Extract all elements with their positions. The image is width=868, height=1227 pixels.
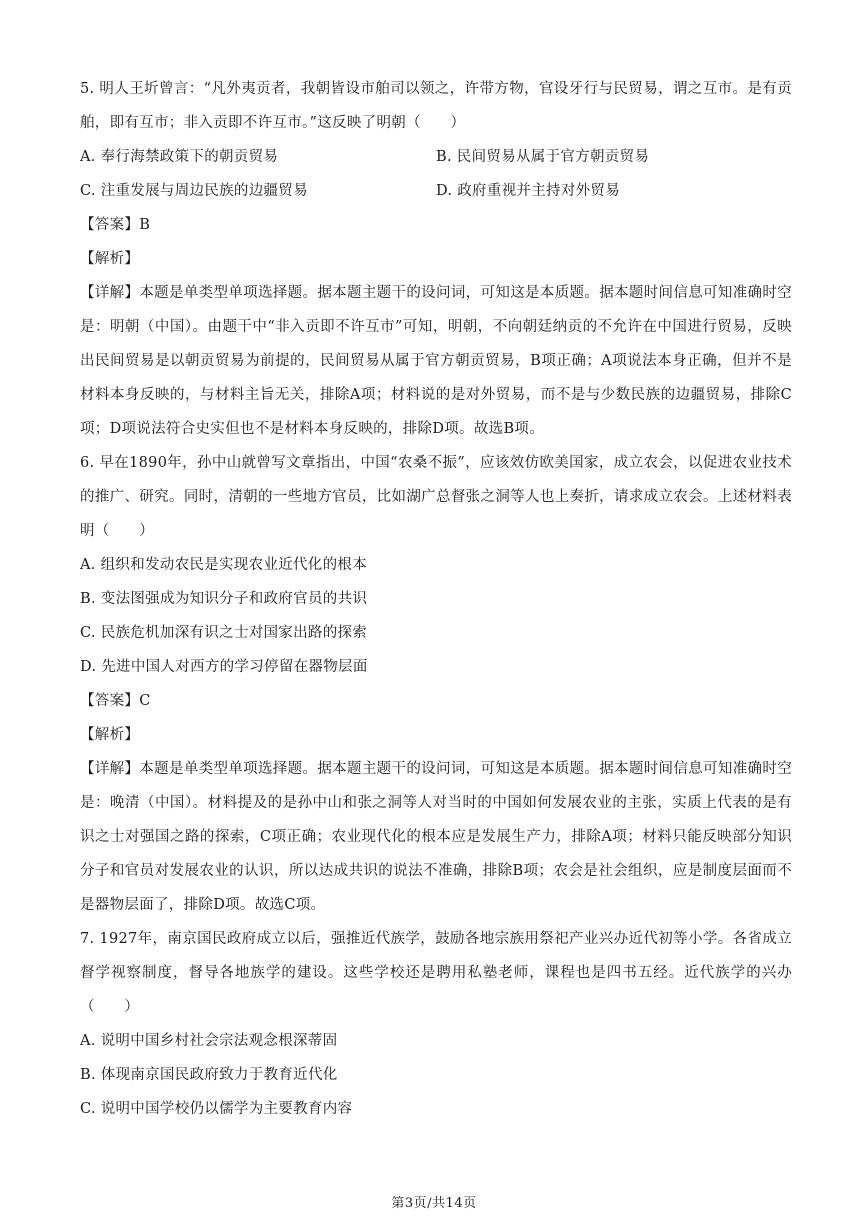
q7-option-b: B. 体现南京国民政府致力于教育近代化 xyxy=(80,1067,338,1083)
q6-option-a: A. 组织和发动农民是实现农业近代化的根本 xyxy=(80,557,367,573)
q5-options-row-2 xyxy=(80,174,792,208)
q5-option-c: C. 注重发展与周边民族的边疆贸易 xyxy=(80,183,308,199)
q5-detail xyxy=(80,276,792,446)
q5-option-d: D. 政府重视并主持对外贸易 xyxy=(436,183,621,199)
q5-analysis-tag: 【解析】 xyxy=(80,251,140,267)
q5-option-a: A. 奉行海禁政策下的朝贡贸易 xyxy=(80,149,279,165)
q5-stem: 5. 明人王圻曾言：“凡外夷贡者，我朝皆设市舶司以领之，许带方物，官设牙行与民贸易，谓之互市。是有贡舶，即有互市；非入贡即不许互市。”这反映了明朝（ ） xyxy=(80,81,792,131)
q5-detail-text: 本题是单类型单项选择题。据本题主题干的设问词，可知这是本质题。据本题时间信息可知准确时空是：明朝（中国）。由题干中“非入贡即不许互市”可知，明朝，不向朝廷纳贡的不允许在中国进行贸易，反映出民间贸易是以朝贡贸易为前提的，民间贸易从属于官方朝贡贸易，B项正确；A项说法本身正确，但并不是材料本身反映的，与材料主旨无关，排除A项；材料说的是对外贸易，而不是与少数民族的边疆贸易，排除C项；D项说法符合史实但也不是材料本身反映的，排除D项。故选B项。 xyxy=(80,285,792,437)
q5-option-b: B. 民间贸易从属于官方朝贡贸易 xyxy=(436,149,650,165)
q7-option-a: A. 说明中国乡村社会宗法观念根深蒂固 xyxy=(80,1033,338,1049)
q5-answer-value: B xyxy=(139,217,151,233)
page-footer: 第3页/共14页 xyxy=(391,1196,477,1211)
q6-option-c: C. 民族危机加深有识之士对国家出路的探索 xyxy=(80,625,368,641)
q6-answer xyxy=(80,684,792,718)
q7-stem: 7. 1927年，南京国民政府成立以后，强推近代族学，鼓励各地宗族用祭祀产业兴办近代初等小学。各省成立督学视察制度，督导各地族学的建设。这些学校还是聘用私塾老师，课程也是四书五经。近代族学的兴办（ ） xyxy=(80,931,792,1015)
q6-answer-value: C xyxy=(139,693,151,709)
q5-options-row-1 xyxy=(80,140,792,174)
q5-answer-tag: 【答案】 xyxy=(80,217,140,233)
q6-detail xyxy=(80,752,792,922)
q5-answer xyxy=(80,208,792,242)
q6-stem: 6. 早在1890年，孙中山就曾写文章指出，中国“农桑不振”，应该效仿欧美国家，成立农会，以促进农业技术的推广、研究。同时，清朝的一些地方官员，比如湖广总督张之洞等人也上奏折，请求成立农会。上述材料表明（ ） xyxy=(80,455,792,539)
q6-option-b: B. 变法图强成为知识分子和政府官员的共识 xyxy=(80,591,368,607)
q6-detail-tag: 【详解】 xyxy=(80,761,140,777)
q5-detail-tag: 【详解】 xyxy=(80,285,140,301)
q6-detail-text: 本题是单类型单项选择题。据本题主题干的设问词，可知这是本质题。据本题时间信息可知准确时空是：晚清（中国）。材料提及的是孙中山和张之洞等人对当时的中国如何发展农业的主张，实质上代表的是有识之士对强国之路的探索，C项正确；农业现代化的根本应是发展生产力，排除A项；材料只能反映部分知识分子和官员对发展农业的认识，所以达成共识的说法不准确，排除B项；农会是社会组织，应是制度层面而不是器物层面了，排除D项。故选C项。 xyxy=(80,761,792,913)
q6-answer-tag: 【答案】 xyxy=(80,693,140,709)
q7-option-c: C. 说明中国学校仍以儒学为主要教育内容 xyxy=(80,1101,353,1117)
page-content xyxy=(80,72,792,1126)
q6-option-d: D. 先进中国人对西方的学习停留在器物层面 xyxy=(80,659,368,675)
q6-analysis-tag: 【解析】 xyxy=(80,727,140,743)
